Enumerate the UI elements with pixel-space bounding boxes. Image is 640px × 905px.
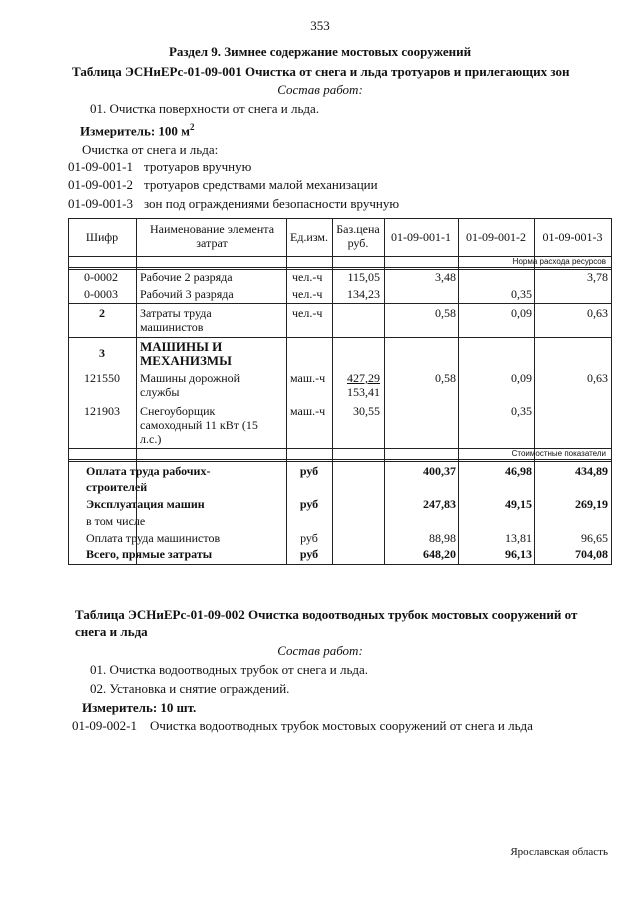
cell-name: Рабочие 2 разряда (140, 270, 233, 284)
table2-operation: 02. Установка и снятие ограждений. (90, 681, 290, 696)
table-border (68, 564, 612, 565)
code: 01-09-001-1 (68, 159, 133, 174)
cell-v2: 0,09 (511, 306, 532, 320)
cell-cipher: 3 (99, 346, 105, 360)
table2-operation: 01. Очистка водоотводных трубок от снега и льда. (90, 662, 369, 677)
total-unit: руб (299, 497, 319, 511)
cell-unit: чел.-ч (292, 270, 323, 284)
cell-v1: 3,48 (435, 270, 456, 284)
table-col-divider (384, 218, 385, 565)
header-cipher: Шифр (85, 230, 119, 244)
table-row-divider (68, 459, 612, 460)
cell-unit: маш.-ч (290, 404, 326, 418)
code: 01-09-001-2 (68, 177, 133, 192)
cell-name: машинистов (140, 320, 204, 334)
table1-operation: 01. Очистка поверхности от снега и льда. (90, 101, 320, 116)
cell-v3: 0,63 (587, 371, 608, 385)
total-v3: 269,19 (575, 497, 608, 511)
total-v2: 13,81 (505, 531, 532, 545)
cell-cipher: 121550 (84, 371, 120, 385)
table2-code-row (72, 718, 533, 734)
cell-name: МАШИНЫ И (140, 339, 223, 354)
cell-price: 30,55 (353, 404, 380, 418)
table2-meter: Измеритель: 10 шт. (82, 700, 197, 715)
header-base-price: Баз.цена руб. (336, 222, 380, 250)
cell-unit: чел.-ч (292, 306, 323, 320)
table1-code-row (68, 196, 399, 212)
cell-unit: маш.-ч (290, 371, 326, 385)
total-unit: руб (299, 464, 319, 478)
table2-title: Таблица ЭСНиЕРс-01-09-002 Очистка водоотводных трубок мостовых сооружений от снега и льда (75, 607, 578, 639)
header-name: Наименование элемента затрат (149, 222, 275, 250)
total-label: Эксплуатация машин (86, 497, 205, 511)
total-v2: 49,15 (505, 497, 532, 511)
total-v1: 400,37 (423, 464, 456, 478)
total-label: в том числе (86, 514, 146, 528)
table1-code-row (68, 177, 378, 193)
total-v3: 704,08 (575, 547, 608, 561)
table-row-divider (68, 337, 612, 338)
cell-name: Снегоуборщик (140, 404, 216, 418)
total-label: Оплата труда машинистов (86, 531, 221, 545)
table1-title: Таблица ЭСНиЕРс-01-09-001 Очистка от снега и льда тротуаров и прилегающих зон (72, 64, 570, 79)
table1-code-row (68, 159, 251, 175)
table-border (68, 218, 69, 565)
table-border (611, 218, 612, 565)
section-title: Раздел 9. Зимнее содержание мостовых сооружений (168, 44, 472, 59)
cell-cipher: 0-0003 (84, 287, 118, 301)
total-v2: 96,13 (505, 547, 532, 561)
code-desc: зон под ограждениями безопасности вручную (144, 196, 400, 211)
code: 01-09-002-1 (72, 718, 137, 733)
cell-name: л.с.) (140, 432, 162, 446)
norm-label: Норма расхода ресурсов (512, 257, 606, 266)
total-label: Всего, прямые затраты (86, 547, 213, 561)
code-desc: тротуаров средствами малой механизации (144, 177, 378, 192)
cell-price-2: 153,41 (347, 385, 380, 399)
cell-v3: 0,63 (587, 306, 608, 320)
total-v3: 434,89 (575, 464, 608, 478)
cell-price: 134,23 (347, 287, 380, 301)
cell-v2: 0,35 (511, 404, 532, 418)
total-unit: руб (300, 531, 318, 545)
cell-name: Затраты труда (140, 306, 212, 320)
cell-price: 115,05 (347, 270, 380, 284)
table-col-divider (286, 218, 287, 565)
cell-v3: 3,78 (587, 270, 608, 284)
resource-table (68, 218, 612, 565)
cell-v1: 0,58 (435, 306, 456, 320)
page-number: 353 (310, 18, 330, 33)
table1-intro: Очистка от снега и льда: (82, 142, 219, 157)
cell-v2: 0,09 (511, 371, 532, 385)
cell-cipher: 2 (99, 306, 105, 320)
header-col1: 01-09-001-1 (391, 230, 451, 244)
code: 01-09-001-3 (68, 196, 133, 211)
code-desc: тротуаров вручную (144, 159, 252, 174)
meter-label: Измеритель: 100 м (80, 123, 191, 139)
cell-v1: 0,58 (435, 371, 456, 385)
cell-v2: 0,35 (511, 287, 532, 301)
cell-unit: чел.-ч (292, 287, 323, 301)
cell-cipher: 0-0002 (84, 270, 118, 284)
total-v1: 648,20 (423, 547, 456, 561)
cell-name: службы (140, 385, 180, 399)
meter-superscript: 2 (190, 122, 195, 132)
table1-composition-label: Состав работ: (277, 82, 363, 97)
cost-label: Стоимостные показатели (511, 449, 606, 458)
total-unit: руб (299, 547, 319, 561)
cell-name: Рабочий 3 разряда (140, 287, 234, 301)
code-desc: Очистка водоотводных трубок мостовых сооружений от снега и льда (150, 718, 533, 733)
total-label: Оплата труда рабочих- (86, 464, 211, 478)
table1-meter (80, 122, 195, 139)
region-footer: Ярославская область (510, 846, 608, 858)
table-col-divider (458, 218, 459, 565)
table-col-divider (534, 218, 535, 565)
total-v3: 96,65 (581, 531, 608, 545)
cell-name: Машины дорожной (140, 371, 241, 385)
header-col3: 01-09-001-3 (542, 230, 603, 244)
header-col2: 01-09-001-2 (466, 230, 526, 244)
total-v1: 247,83 (423, 497, 456, 511)
table-col-divider (332, 218, 333, 565)
header-unit: Ед.изм. (289, 230, 329, 244)
total-label: строителей (86, 480, 148, 494)
cell-cipher: 121903 (84, 404, 120, 418)
table-row-divider (68, 461, 612, 462)
total-v1: 88,98 (429, 531, 456, 545)
table-border (68, 218, 612, 219)
cell-name: МЕХАНИЗМЫ (140, 353, 232, 368)
table-col-divider (136, 218, 137, 565)
cell-name: самоходный 11 кВт (15 (140, 418, 258, 432)
cell-price: 427,29 (347, 371, 380, 385)
table2-composition-label: Состав работ: (277, 643, 363, 658)
total-v2: 46,98 (505, 464, 532, 478)
table-row-divider (68, 303, 612, 304)
table-row-divider (68, 267, 612, 268)
